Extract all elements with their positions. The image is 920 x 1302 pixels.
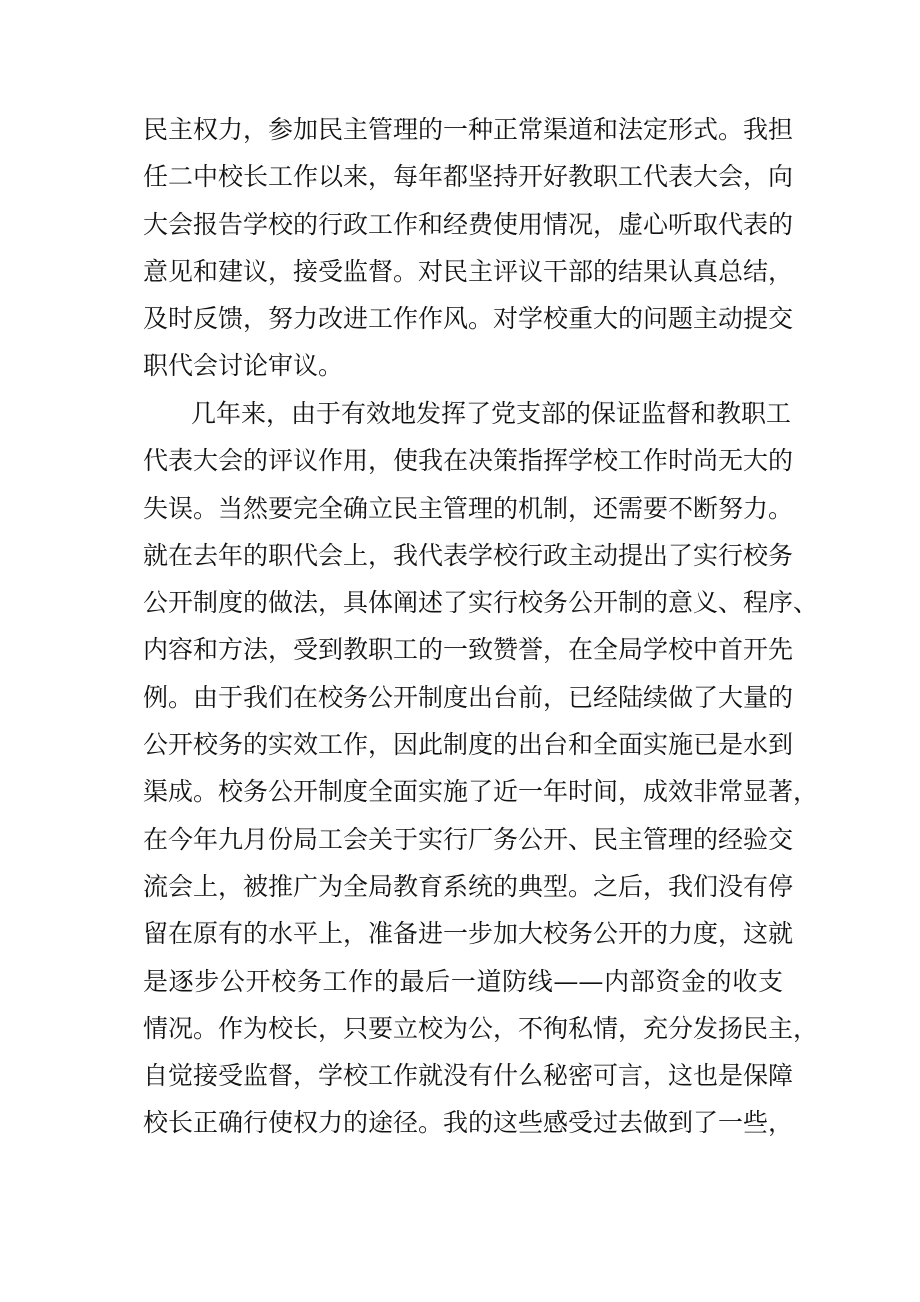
text-line: 职代会讨论审议。 bbox=[143, 351, 344, 381]
text-line: 情况。作为校长，只要立校为公，不徇私情，充分发扬民主， bbox=[143, 1013, 819, 1043]
text-line: 是逐步公开校务工作的最后一道防线——内部资金的收支 bbox=[143, 966, 783, 996]
text-line: 公开校务的实效工作，因此制度的出台和全面实施已是水到 bbox=[143, 730, 794, 760]
text-line: 在今年九月份局工会关于实行厂务公开、民主管理的经验交 bbox=[143, 824, 794, 854]
text-line: 自觉接受监督，学校工作就没有什么秘密可言，这也是保障 bbox=[143, 1061, 794, 1091]
text-line: 及时反馈，努力改进工作作风。对学校重大的问题主动提交 bbox=[143, 304, 794, 334]
text-line: 渠成。校务公开制度全面实施了近一年时间，成效非常显著， bbox=[143, 777, 819, 807]
paragraph-2 bbox=[143, 390, 819, 1147]
text-line: 任二中校长工作以来，每年都坚持开好教职工代表大会，向 bbox=[143, 162, 794, 192]
text-line: 就在去年的职代会上，我代表学校行政主动提出了实行校务 bbox=[143, 540, 794, 570]
text-line: 流会上，被推广为全局教育系统的典型。之后，我们没有停 bbox=[143, 871, 794, 901]
text-line: 大会报告学校的行政工作和经费使用情况，虚心听取代表的 bbox=[143, 209, 794, 239]
text-line: 校长正确行使权力的途径。我的这些感受过去做到了一些， bbox=[143, 1108, 794, 1138]
text-line: 民主权力，参加民主管理的一种正常渠道和法定形式。我担 bbox=[143, 115, 794, 144]
text-line: 几年来，由于有效地发挥了党支部的保证监督和教职工 bbox=[191, 399, 792, 428]
text-line: 代表大会的评议作用，使我在决策指挥学校工作时尚无大的 bbox=[143, 446, 794, 476]
text-line: 留在原有的水平上，准备进一步加大校务公开的力度，这就 bbox=[143, 919, 794, 949]
text-line: 公开制度的做法，具体阐述了实行校务公开制的意义、程序、 bbox=[143, 588, 819, 618]
paragraph-1 bbox=[143, 106, 794, 390]
text-line: 意见和建议，接受监督。对民主评议干部的结果认真总结， bbox=[143, 256, 794, 286]
text-line: 内容和方法，受到教职工的一致赞誉，在全局学校中首开先 bbox=[143, 635, 794, 665]
text-line: 例。由于我们在校务公开制度出台前，已经陆续做了大量的 bbox=[143, 682, 794, 712]
text-line: 失误。当然要完全确立民主管理的机制，还需要不断努力。 bbox=[143, 493, 794, 523]
